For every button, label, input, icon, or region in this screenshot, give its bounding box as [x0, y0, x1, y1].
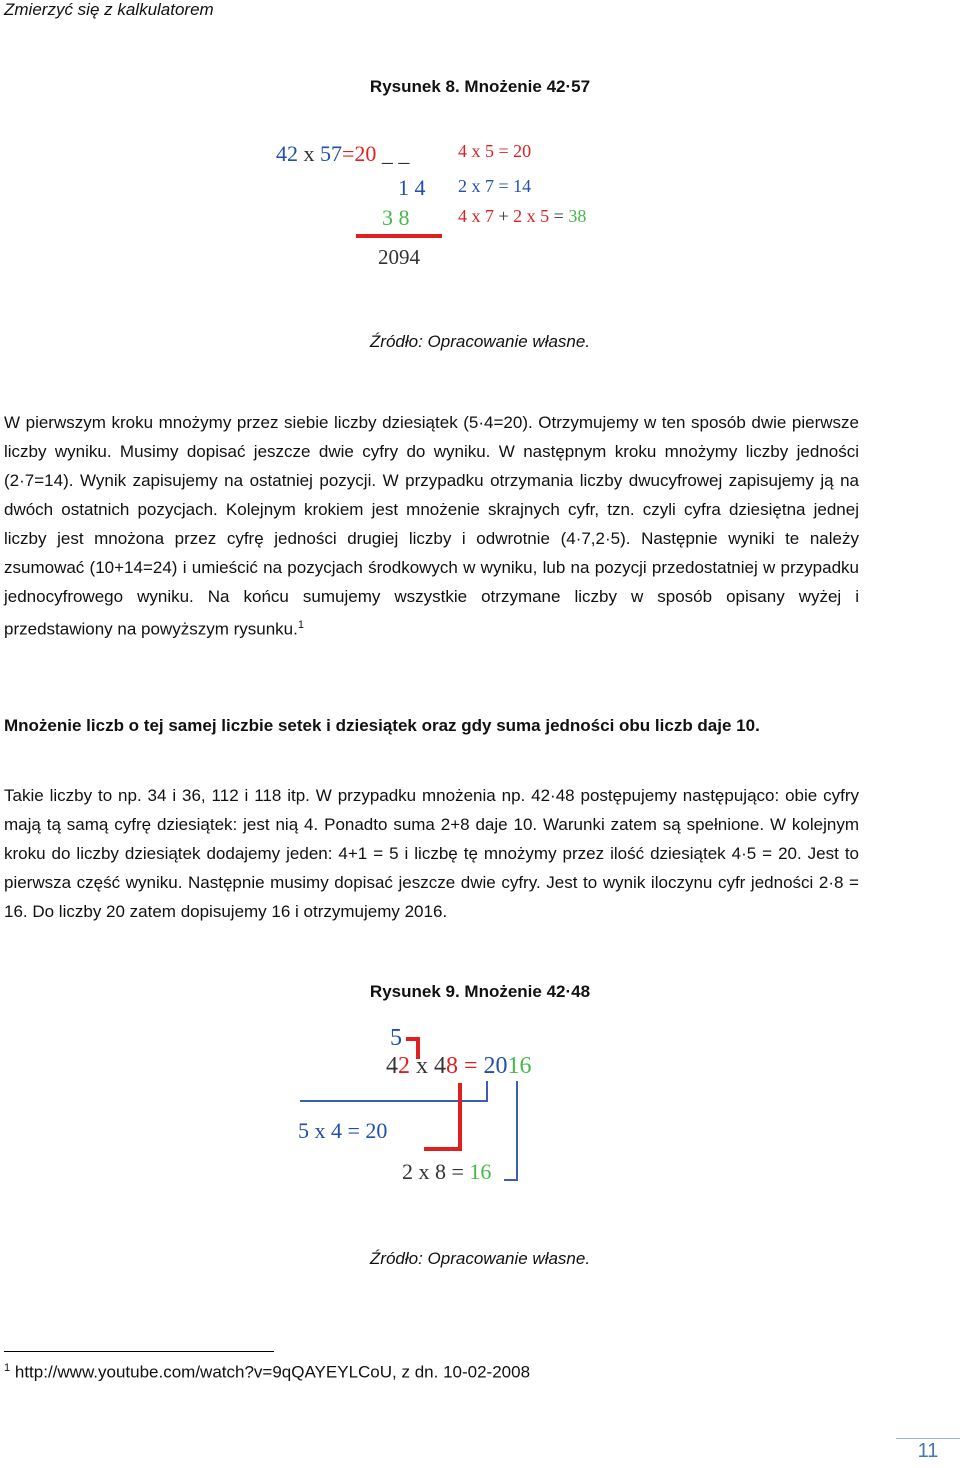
figure-8-result: 2094 [378, 245, 420, 269]
times-sign-9: x [416, 1053, 428, 1079]
footnote-link[interactable]: http://www.youtube.com/watch?v=9qQAYEYLCoU, z dn. 10-02-2008 [14, 1362, 531, 1382]
sum-line [356, 234, 442, 238]
figure-9-source: Źródło: Opracowanie własne. [369, 1249, 591, 1268]
step-units: 2 x 7 = 14 [458, 176, 532, 196]
step-tens: 4 x 5 = 20 [458, 141, 532, 161]
cross-product-2: 2 x 5 [513, 206, 550, 226]
footnote-number: 1 [4, 1362, 11, 1374]
equals-sign: = [342, 141, 355, 166]
running-header: Zmierzyć się z kalkulatorem [4, 0, 214, 19]
times-sign: x [303, 141, 315, 166]
connector-right-foot [504, 1179, 518, 1181]
connector-red-h [424, 1147, 462, 1151]
units-step [402, 1159, 491, 1185]
footnote [4, 1362, 530, 1383]
equals-sign-9: = [464, 1053, 478, 1079]
paragraph-1 [4, 408, 859, 644]
digit-8: 8 [446, 1053, 458, 1079]
units-result: 16 [469, 1159, 492, 1184]
connector-red-v [458, 1083, 462, 1151]
figure-8-source: Źródło: Opracowanie własne. [369, 332, 591, 351]
cross-sum: 38 [568, 206, 587, 226]
partial-20: 20 [354, 141, 377, 166]
factor-57: 57 [320, 141, 342, 166]
figure-8 [270, 135, 610, 275]
step-cross [458, 206, 586, 227]
figure-8-equation [276, 141, 409, 167]
tens-step: 5 x 4 = 20 [298, 1118, 388, 1143]
figure-9-equation [386, 1053, 532, 1080]
page-number-rule [896, 1438, 960, 1439]
connector-right [516, 1081, 518, 1181]
partial-38: 3 8 [382, 205, 410, 230]
figure-9 [290, 1025, 560, 1190]
units-product: 2 x 8 = [402, 1159, 464, 1184]
partial-14: 1 4 [398, 175, 426, 200]
cross-product-1: 4 x 7 [458, 206, 494, 226]
paragraph-2-text: Takie liczby to np. 34 i 36, 112 i 118 itp. W przypadku mnożenia np. 42·48 postępujemy następująco: obie cyfry mają tą samą cyfrę dziesiątek: jest nią 4. Ponadto suma 2+8 daje 10. Warunki zatem są spełnione. W kolejnym kroku do liczby dziesiątek dodajemy jeden: 4+1 = 5 i liczbę tę mnożymy przez ilość dziesiątek 4·5 = 20. Jest to pierwsza część wyniku. Następnie musimy dopisać jeszcze dwie cyfry. Jest to wynik iloczynu cyfr jedności 2·8 = 16. Do liczby 20 zatem dopisujemy 16 i otrzymujemy 2016. [4, 786, 859, 921]
carry-five: 5 [390, 1025, 402, 1051]
result-20: 20 [483, 1053, 508, 1079]
digit-2: 2 [398, 1053, 410, 1079]
digit-4b: 4 [434, 1053, 446, 1079]
footnote-ref: 1 [297, 619, 304, 631]
equals-sign-cross: = [553, 206, 564, 226]
factor-42: 42 [276, 141, 298, 166]
figure-9-caption: Rysunek 9. Mnożenie 42·48 [369, 982, 591, 1001]
blank-digits: _ _ [381, 141, 410, 166]
digit-4a: 4 [386, 1053, 398, 1079]
paragraph-1-text: W pierwszym kroku mnożymy przez siebie liczby dziesiątek (5·4=20). Otrzymujemy w ten sposób dwie pierwsze liczby wyniku. Musimy dopisać jeszcze dwie cyfry do wyniku. W następnym kroku mnożymy liczby jedności (2·7=14). Wynik zapisujemy na ostatniej pozycji. W przypadku otrzymania liczby dwucyfrowej zapisujemy ją na dwóch ostatnich pozycjach. Kolejnym krokiem jest mnożenie skrajnych cyfr, tzn. czyli cyfra dziesiętna jednej liczby jest mnożona przez cyfrę jedności drugiej liczby i odwrotnie (4·7,2·5). Następnie wyniki te należy zsumować (10+14=24) i umieścić na pozycjach środkowych w wyniku, lub na pozycji przedostatniej w przypadku jednocyfrowego wyniku. Na końcu sumujemy wszystkie otrzymane liczby w sposób opisany wyżej i przedstawiony na powyższym rysunku. [4, 413, 859, 639]
figure-8-caption: Rysunek 8. Mnożenie 42·57 [369, 77, 591, 96]
page-number: 11 [917, 1440, 939, 1462]
paragraph-2 [4, 781, 859, 926]
footnote-separator [4, 1351, 274, 1352]
plus-sign: + [498, 206, 509, 226]
section-heading: Mnożenie liczb o tej samej liczbie setek i dziesiątek oraz gdy suma jedności obu liczb daje 10. [4, 716, 760, 735]
connector-blue-v [486, 1081, 488, 1102]
result-16: 16 [507, 1053, 532, 1079]
